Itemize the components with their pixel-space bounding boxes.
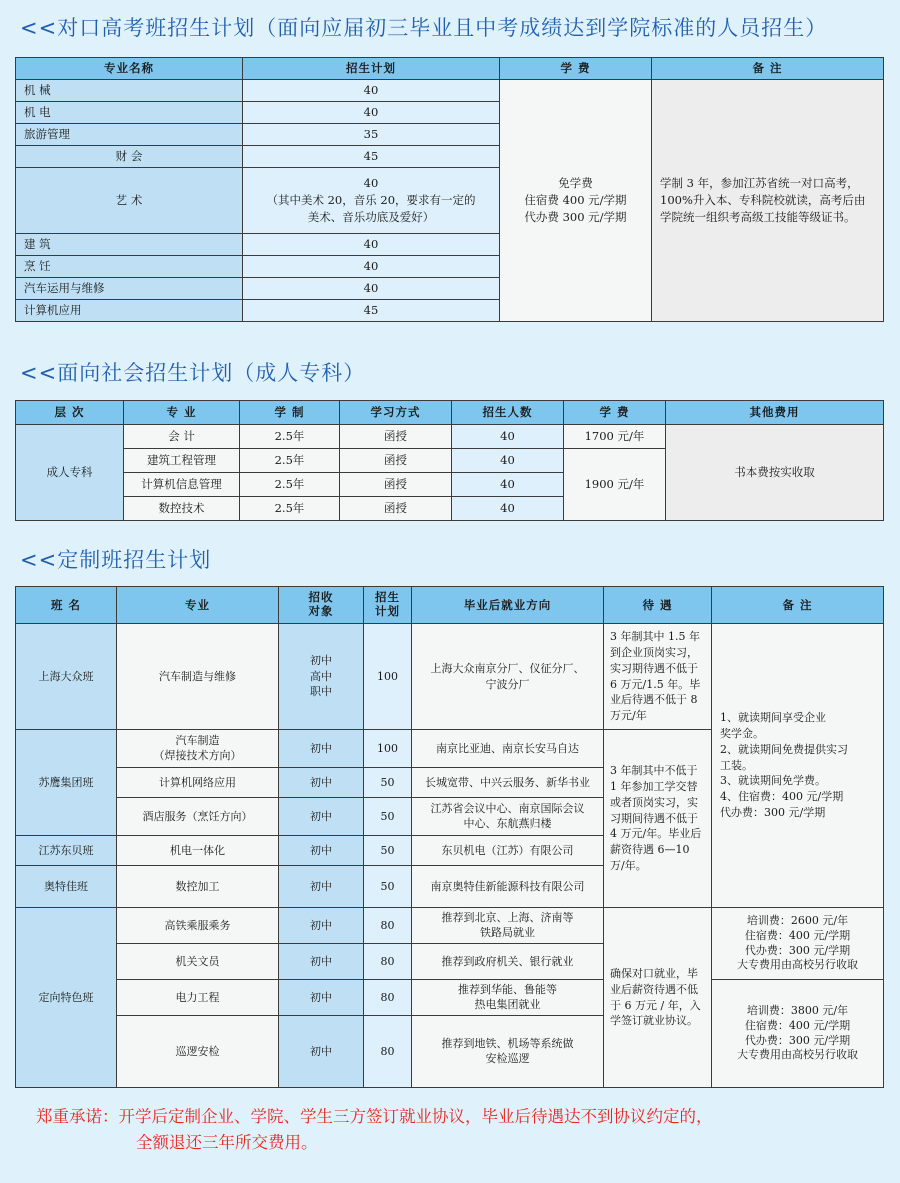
s3-header-job: 毕业后就业方向 [412,587,604,624]
s3-major: 机关文员 [117,944,279,980]
s3-target: 初中 [279,1016,364,1088]
s2-major: 建筑工程管理 [124,449,240,473]
s3-job: 推荐到北京、上海、济南等 铁路局就业 [412,908,604,944]
s3-major: 巡逻安检 [117,1016,279,1088]
s3-class-aotejia: 奥特佳班 [16,866,117,908]
s3-target: 初中 [279,798,364,836]
promise-line1: 郑重承诺：开学后定制企业、学院、学生三方签订就业协议，毕业后待遇达不到协议约定的， [36,1107,713,1126]
s1-major: 财 会 [16,146,243,168]
s1-major: 艺 术 [16,168,243,234]
section2-table [15,400,884,521]
s2-mode: 函授 [340,473,452,497]
s3-plan: 50 [364,768,412,798]
s2-header-count: 招生人数 [452,401,564,425]
s2-mode: 函授 [340,497,452,521]
s1-major: 汽车运用与维修 [16,278,243,300]
s1-major: 计算机应用 [16,300,243,322]
promise-statement [36,1104,876,1155]
s2-mode: 函授 [340,425,452,449]
s3-major: 机电一体化 [117,836,279,866]
s3-target: 初中 [279,768,364,798]
s3-header-major: 专业 [117,587,279,624]
s3-major: 数控加工 [117,866,279,908]
s3-job: 推荐到政府机关、银行就业 [412,944,604,980]
s3-plan: 50 [364,866,412,908]
s2-duration: 2.5年 [240,449,340,473]
s1-plan: 40 [243,278,500,300]
s3-note-fee1: 培训费：2600 元/年 住宿费：400 元/学期 代办费：300 元/学期 大专费用由高校另行收取 [712,908,884,980]
s1-plan: 45 [243,146,500,168]
s3-plan: 100 [364,730,412,768]
section1-table [15,57,884,322]
s3-major: 计算机网络应用 [117,768,279,798]
s3-header-class: 班 名 [16,587,117,624]
s3-plan: 80 [364,1016,412,1088]
section3-title: <<定制班招生计划 [20,548,212,572]
s2-count: 40 [452,497,564,521]
s3-major: 高铁乘服乘务 [117,908,279,944]
s3-plan: 50 [364,798,412,836]
s1-major: 机 电 [16,102,243,124]
s3-job: 上海大众南京分厂、仪征分厂、 宁波分厂 [412,624,604,730]
s2-major: 计算机信息管理 [124,473,240,497]
s3-major: 电力工程 [117,980,279,1016]
s1-header-fee: 学 费 [500,58,652,80]
s3-pay-dingxiang: 确保对口就业，毕业后薪资待遇不低于 6 万元 / 年，入学签订就业协议。 [604,908,712,1088]
section1-title: <<对口高考班招生计划（面向应届初三毕业且中考成绩达到学院标准的人员招生） [20,16,828,40]
s3-target: 初中 [279,730,364,768]
s2-count: 40 [452,473,564,497]
s3-class-suying: 苏鹰集团班 [16,730,117,836]
s3-plan: 80 [364,908,412,944]
s1-plan: 40 （其中美术 20，音乐 20，要求有一定的 美术、音乐功底及爱好） [243,168,500,234]
s2-duration: 2.5年 [240,473,340,497]
s3-header-plan: 招生 计划 [364,587,412,624]
s3-header-pay: 待 遇 [604,587,712,624]
s3-class-dingxiang: 定向特色班 [16,908,117,1088]
s3-job: 东贝机电（江苏）有限公司 [412,836,604,866]
s3-plan: 100 [364,624,412,730]
s3-plan: 80 [364,980,412,1016]
s1-plan: 45 [243,300,500,322]
s1-major: 旅游管理 [16,124,243,146]
s3-job: 江苏省会议中心、南京国际会议 中心、东航燕归楼 [412,798,604,836]
s2-header-major: 专 业 [124,401,240,425]
s2-header-other: 其他费用 [666,401,884,425]
s2-count: 40 [452,449,564,473]
s1-major: 建 筑 [16,234,243,256]
s1-plan: 35 [243,124,500,146]
s3-major: 汽车制造与维修 [117,624,279,730]
s2-level: 成人专科 [16,425,124,521]
s2-count: 40 [452,425,564,449]
section3-table [15,586,884,1088]
s1-plan: 40 [243,256,500,278]
s3-pay-shanghai: 3 年制其中 1.5 年到企业顶岗实习，实习期待遇不低于 6 万元/1.5 年。毕业后待遇不低于 8 万元/年 [604,624,712,730]
s3-class-dongbei: 江苏东贝班 [16,836,117,866]
s3-plan: 50 [364,836,412,866]
s3-major: 汽车制造 （焊接技术方向） [117,730,279,768]
s1-plan: 40 [243,80,500,102]
s3-target: 初中 [279,866,364,908]
s2-mode: 函授 [340,449,452,473]
s1-fee: 免学费 住宿费 400 元/学期 代办费 300 元/学期 [500,80,652,322]
s1-plan: 40 [243,234,500,256]
s3-header-target: 招收 对象 [279,587,364,624]
s2-duration: 2.5年 [240,497,340,521]
s1-major: 烹 饪 [16,256,243,278]
promise-line2: 全额退还三年所交费用。 [136,1132,318,1152]
s2-other: 书本费按实收取 [666,425,884,521]
section2-title: <<面向社会招生计划（成人专科） [20,361,366,385]
s1-note: 学制 3 年，参加江苏省统一对口高考，100%升入本、专科院校就读，高考后由学院统一组织考高级工技能等级证书。 [652,80,884,322]
s3-target: 初中 高中 职中 [279,624,364,730]
s1-major: 机 械 [16,80,243,102]
s3-note-fee2: 培训费：3800 元/年 住宿费：400 元/学期 代办费：300 元/学期 大专费用由高校另行收取 [712,980,884,1088]
s2-header-duration: 学 制 [240,401,340,425]
s3-note-top: 1、就读期间享受企业 奖学金。 2、就读期间免费提供实习 工装。 3、就读期间免学费。 4、住宿费：400 元/学期 代办费：300 元/学期 [712,624,884,908]
s3-major: 酒店服务（烹饪方向） [117,798,279,836]
s3-target: 初中 [279,836,364,866]
s3-class-shanghai: 上海大众班 [16,624,117,730]
s3-job: 推荐到地铁、机场等系统做 安检巡逻 [412,1016,604,1088]
s2-major: 数控技术 [124,497,240,521]
s1-header-note: 备 注 [652,58,884,80]
s3-job: 推荐到华能、鲁能等 热电集团就业 [412,980,604,1016]
s2-header-fee: 学 费 [564,401,666,425]
s2-duration: 2.5年 [240,425,340,449]
s3-job: 南京比亚迪、南京长安马自达 [412,730,604,768]
s3-header-note: 备 注 [712,587,884,624]
s2-fee2: 1900 元/年 [564,449,666,521]
s3-target: 初中 [279,944,364,980]
s3-pay-enterprise: 3 年制其中不低于 1 年参加工学交替或者顶岗实习，实习期间待遇不低于 4 万元/年。毕业后薪资待遇 6—10 万/年。 [604,730,712,908]
s3-target: 初中 [279,908,364,944]
s3-plan: 80 [364,944,412,980]
s1-header-plan: 招生计划 [243,58,500,80]
s2-header-mode: 学习方式 [340,401,452,425]
s2-header-level: 层 次 [16,401,124,425]
s1-header-major: 专业名称 [16,58,243,80]
s2-major: 会 计 [124,425,240,449]
s1-plan: 40 [243,102,500,124]
s3-job: 长城宽带、中兴云服务、新华书业 [412,768,604,798]
s2-fee1: 1700 元/年 [564,425,666,449]
s3-target: 初中 [279,980,364,1016]
s3-job: 南京奥特佳新能源科技有限公司 [412,866,604,908]
